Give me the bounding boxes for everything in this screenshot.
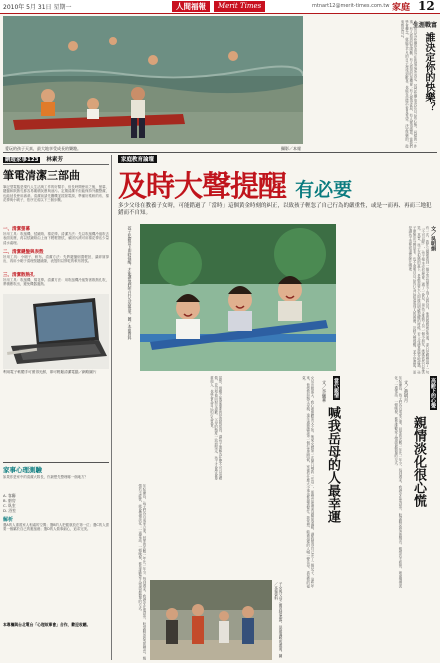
quiz-options: [3, 493, 109, 513]
laptop-photo-caption: 利用電子軟體手可照得光鮮，即可輕鬆清潔電腦／網路圖片: [3, 370, 97, 374]
page-header: [0, 0, 440, 14]
feature-deck: 多少父母在教養子女時，可能錯過了「當時」這個黃金時刻的糾正，以致孩子輕忽了自己行為的嚴重性，或是一而再、再而三地犯錯而不自知。: [118, 203, 432, 216]
section-body-1: 好用工具：吹風機、拭鏡紙、棉花棒。清潔方法：先以吹風機冷風吹去表面灰塵，再以拭鏡紙由上而下輕輕擦拭，頑固污漬可用棉花棒沾少量清水處理。: [3, 232, 109, 245]
quiz-option: B. 廚房: [3, 498, 16, 503]
laptop-article: [3, 155, 109, 455]
section-heading-2: 二、清潔鍵盤與表殼: [3, 250, 44, 255]
feature-photo-caption: 孩子犯錯當下即時提醒，才能讓他們明白行為的後果。圖／本報資料: [128, 226, 133, 341]
essay-body: 女兒出嫁那天，我心裡既歡喜又不捨。後來女婿第一次開口喊我「岳母」，那聲音裡帶著誠懇與溫暖，讓我覺得自己多了一個兒子。這些年來，他待我如親生母親，逢年過節總是第一個打電話問候，家裡有什麼大小事也都搶著幫忙。我常想，能被這樣的人喊一聲岳母，真是我的福氣。: [301, 376, 314, 588]
feature-body-cont: 當然，提醒之後更重要的是說明原因，讓孩子理解為什麼不可以這樣做，並引導他向對方道歉。父母的態度一致而堅定，孩子才會學會尊重他人，也學會為自己的行為負責。: [209, 376, 222, 480]
quiz-question: 如果你是家中的清潔大隊長，你最想先整理哪一個地方？: [3, 475, 88, 479]
bottom-photo-caption: 子女與父母之間真情流露，是最溫暖的畫面。圖／本報資料: [274, 582, 283, 658]
masthead-brand: 人間福報: [172, 1, 210, 12]
article-body: 人常常以為快樂是由外在的環境所決定，其實快樂取決於自己的心態。同樣的一件事，有人看到的是困難，有人看到的是機會；有人覺得委屈，有人覺得感恩。當我們學會轉念，就能在平凡的日子裡找到歡喜，也能在逆境中看見希望。決定快樂的，從來都是自己。: [400, 20, 417, 148]
contact-email: mtnart12@merit-times.com.tw: [312, 3, 390, 9]
quiz-contact: 本專欄與台北電台「心理故事會」合作，歡迎收聽。: [3, 622, 91, 627]
feature-photo: [140, 224, 336, 371]
column-rule: [111, 155, 112, 660]
feature-byline: 文／吳明娟: [430, 226, 436, 251]
issue-date: 2010年 5月 31日 星期一: [3, 4, 72, 11]
essay-body: 年紀漸長，孩子們各自成家立業，回家的次數一年比一年少。每到週末，我總守在電話旁，盼望聽見熟悉的聲音。親情若不經營，就會慢慢淡化；一通電話、一頓晚餐，都是維繫家人情感最簡單的方式。: [393, 376, 402, 588]
masthead-brand-en: Merit Times: [214, 1, 265, 12]
essay-byline: 文／李儷華: [321, 380, 326, 403]
bottom-body: 年紀漸長，孩子們各自成家立業，回家的次數一年比一年少。每到週末，我總守在電話旁，盼望聽見熟悉的聲音。親情若不經營，就會慢慢淡化；一通電話、一頓晚餐，都是維繫家人情感最簡單的方式。: [137, 484, 146, 660]
article-title: 誰決定你的快樂？: [423, 32, 434, 112]
quiz-option: D. 浴室: [3, 508, 16, 513]
article-body: 筆記型電腦是現代人生活與工作的好幫手，但長時間使用之後，螢幕、鍵盤和散熱孔都容易累積灰塵與油污。定期清潔不但能保持外觀整潔，也能延長使用壽命。清潔前請先關機並拔除電源，準備好柔軟的布、棉花棒與小刷子，依序完成以下三個步驟。: [3, 185, 109, 202]
bottom-photo: [150, 580, 272, 660]
quiz-option: A. 客廳: [3, 493, 16, 498]
divider: [3, 152, 437, 153]
quiz-answer: 選A的人重視家人相處的空間；選B的人把健康放在第一位；選C的人需要一個屬於自己的避風港；選D的人做事細心，追求完美。: [3, 523, 109, 532]
article-kicker: 網遊家事123 林素芳: [3, 155, 109, 165]
essay-title: 親情淡化很心慌: [411, 416, 426, 507]
quiz-answer-label: 解析: [3, 517, 14, 523]
essay-byline: 文／黃明月: [403, 380, 408, 403]
quiz-box: [3, 465, 109, 659]
laptop-photo: [3, 294, 109, 369]
quiz-title: 家事心理測驗: [3, 466, 42, 474]
section-body-3: 好用工具：吹風機、棉花棒。清潔方法：用吹風機冷風對著散熱孔吹，將積塵吹出，避免機器過熱。: [3, 278, 109, 287]
top-photo: [3, 16, 303, 144]
feature-body: 有一次，我在公園裡看到一個小男孩搶走了別人的玩具，他的媽媽就在旁邊，卻只是輕聲說了一句「不可以喔」，孩子根本沒有理會。過了一會兒，男孩又推倒了另一個小朋友，媽媽依然只是笑笑。其實，孩子在犯錯的當下，是最需要大人即時而明確提醒的時候。若父母總是溫吞地放過，孩子便無法分辨是非，也不會明白自己的行為已經造成別人的困擾。及時大聲提醒，並不是責罵，而是讓孩子清楚知道界線在哪裡。: [407, 226, 429, 374]
section-heading-1: 一、清潔螢幕: [3, 227, 30, 232]
section-name: 家庭: [392, 3, 411, 13]
page-number: 12: [418, 0, 435, 13]
section-heading-3: 三、清潔散熱孔: [3, 273, 35, 278]
article-title: 筆電清潔三部曲: [3, 169, 80, 182]
feature-kicker: 家庭教育論壇: [118, 155, 157, 163]
essay-kicker: 高齡下的心聲: [430, 378, 436, 408]
essay-1: [226, 376, 342, 590]
essay-2: [346, 376, 438, 590]
essay-kicker: 當代親情: [333, 378, 339, 398]
top-photo-caption: 愛玩的孩子天真，最大地享受成長的樂趣。 攝影／本報: [5, 146, 301, 151]
divider: [3, 462, 109, 463]
top-right-article: [305, 16, 437, 150]
section-body-2: 好用工具：小刷子、軟布。清潔方法：先將鍵盤倒置輕拍，讓碎屑掉出，再用小刷子清理按鍵縫隙，表殼則以擰乾的軟布擦拭。: [3, 255, 109, 264]
column-label: 生涯戰富: [412, 22, 437, 29]
feature-headline: 及時大聲提醒 有必要: [118, 169, 353, 203]
quiz-option: C. 臥室: [3, 503, 16, 508]
essay-title: 喊我岳母的人最幸運: [325, 406, 340, 523]
